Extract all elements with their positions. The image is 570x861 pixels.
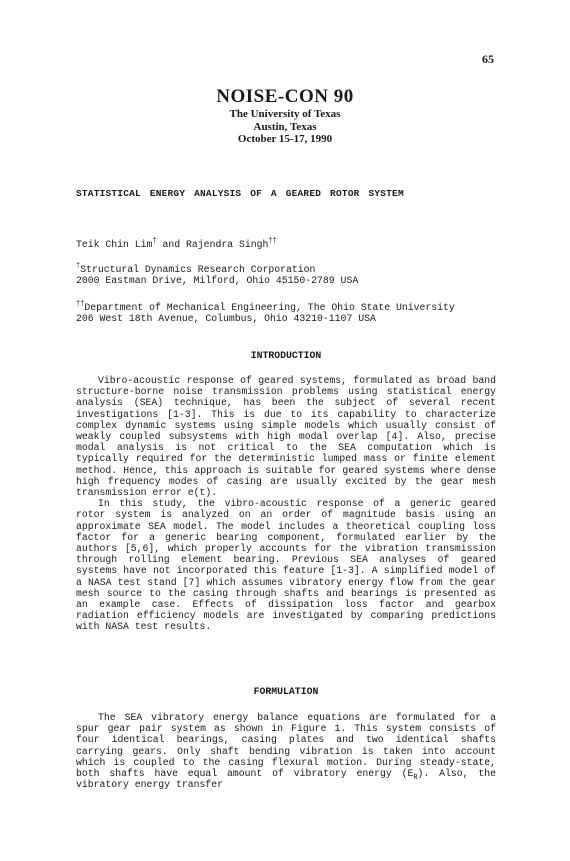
conference-header	[0, 86, 570, 146]
affiliation-address: 206 West 18th Avenue, Columbus, Ohio 43210-1107 USA	[76, 313, 376, 325]
paper-title: STATISTICAL ENERGY ANALYSIS OF A GEARED ROTOR SYSTEM	[76, 188, 404, 199]
affiliation-mark: †	[76, 262, 81, 271]
affiliation-1	[76, 264, 358, 286]
affiliation-name: Structural Dynamics Research Corporation	[80, 264, 316, 275]
section-heading-formulation: FORMULATION	[253, 686, 319, 697]
conference-city: Austin, Texas	[253, 120, 317, 133]
energy-subscript: R	[413, 773, 418, 782]
authors-conjunction: and	[156, 239, 187, 250]
section-heading-introduction: INTRODUCTION	[250, 350, 322, 361]
author-mark: †	[152, 237, 157, 246]
author-name: Teik Chin Lim	[76, 239, 153, 250]
affiliation-name: Department of Mechanical Engineering, The Ohio State University	[84, 302, 455, 313]
affiliation-address: 2000 Eastman Drive, Milford, Ohio 45150-2789 USA	[76, 275, 359, 287]
paragraph-text: ). Also, the vibratory energy transfer	[76, 768, 496, 791]
affiliation-mark: ††	[76, 300, 85, 309]
page-number: 65	[482, 52, 494, 66]
affiliation-2	[76, 302, 455, 324]
conference-venue: The University of Texas	[229, 108, 341, 120]
paragraph: Vibro-acoustic response of geared systems, formulated as broad band structure-borne noise transmission problems using statistical energy analysis (SEA) technique, has been the subject of several recent investigations [1-3]. This is due to its capability to characterize complex dynamic systems using simple models which usually consist of weakly coupled subsystems with high modal overlap [4]. Also, precise modal analysis is not critical to the SEA computation which is typically required for the deterministic lumped mass or finite element method. Hence, this approach is suitable for geared systems where dense high frequency modes of casing are usually excited by the gear mesh transmission error e(t).	[76, 375, 496, 499]
paragraph	[76, 712, 496, 790]
conference-title: NOISE-CON 90	[216, 86, 354, 107]
paragraph: In this study, the vibro-acoustic response of a generic geared rotor system is analyzed on an order of magnitude basis using an approximate SEA model. The model includes a theoretical coupling loss factor for a generic bearing component, formulated earlier by the authors [5,6], which properly accounts for the vibration transmission through rolling element bearing. Previous SEA analyses of geared systems have not incorporated this feature [1-3]. A simplified model of a NASA test stand [7] which assumes vibratory energy flow from the gear mesh source to the casing through shafts and bearings is presented as an example case. Effects of dissipation loss factor and gearbox radiation efficiency models are investigated by comparing predictions with NASA test results.	[76, 498, 496, 633]
formulation-body	[76, 712, 496, 790]
author-mark: ††	[268, 237, 277, 246]
authors-line	[76, 239, 277, 250]
author-name: Rajendra Singh	[186, 239, 269, 250]
paragraph-text: The SEA vibratory energy balance equations are formulated for a spur gear pair system as shown in Figure 1. This system consists of four identical bearings, casing plates and two identical shafts carrying gears. Only shaft bending vibration is taken into account which is coupled to the casing flexural motion. During steady-state, both shafts have equal amount of vibratory energy (E	[76, 712, 496, 780]
introduction-body	[76, 375, 496, 633]
conference-dates: October 15-17, 1990	[237, 133, 333, 145]
